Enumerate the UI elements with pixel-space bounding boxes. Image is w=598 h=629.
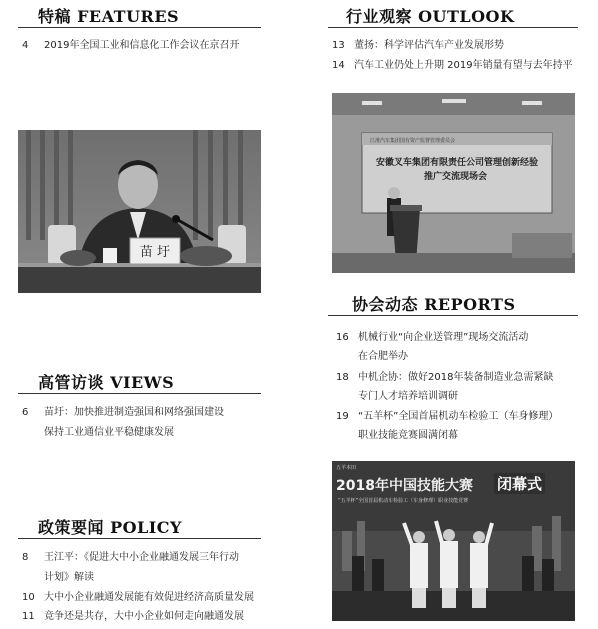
article-title-line1: 苗圩：加快推进制造强国和网络强国建设 <box>44 407 224 418</box>
article-title-line1: “五羊杯”全国首届机动车检验工（车身修理） <box>358 411 559 422</box>
article-title-line1: 王江平：《促进大中小企业融通发展三年行动 <box>44 552 239 563</box>
article-title: 董扬：科学评估汽车产业发展形势 <box>354 40 504 51</box>
article-title-line2: 计划》解读 <box>44 572 94 583</box>
banner-title-line2: 推广交流现场会 <box>424 172 488 182</box>
views-item-6[interactable] <box>22 403 224 423</box>
meeting-photo-drawing <box>332 93 575 273</box>
policy-item-10[interactable] <box>22 588 254 608</box>
article-title-line1: 机械行业“向企业送管理”现场交流活动 <box>358 332 529 343</box>
photo-skills-competition <box>332 461 575 621</box>
page-number: 18 <box>336 372 349 383</box>
name-card-text: 苗 圩 <box>139 245 171 260</box>
article-title-line2: 在合肥举办 <box>358 351 408 362</box>
banner-title-line1: 安徽叉车集团有限责任公司管理创新经验 <box>376 158 539 168</box>
views-title: 高管访谈 VIEWS <box>38 373 175 392</box>
page-number: 13 <box>332 40 345 51</box>
outlook-item-13[interactable] <box>332 36 504 56</box>
policy-item-8[interactable] <box>22 548 239 568</box>
article-title: 竞争还是共存，大中小企业如何走向融通发展 <box>44 611 244 622</box>
article-title-line2: 职业技能竞赛圆满闭幕 <box>358 430 458 441</box>
article-title: 大中小企业融通发展能有效促进经济高质量发展 <box>44 592 254 603</box>
outlook-title: 行业观察 OUTLOOK <box>346 7 515 26</box>
article-title-line2: 专门人才培养培训调研 <box>358 391 458 402</box>
policy-item-11[interactable] <box>22 607 244 627</box>
page-number: 14 <box>332 60 345 71</box>
page-number: 19 <box>336 411 349 422</box>
features-title: 特稿 FEATURES <box>38 7 180 26</box>
outlook-item-14[interactable] <box>332 56 573 76</box>
reports-title: 协会动态 REPORTS <box>352 295 516 314</box>
photo-miao-wei-speech <box>18 130 261 293</box>
page-number: 4 <box>22 40 29 51</box>
page-number: 8 <box>22 552 29 563</box>
sponsor-logo: 五羊本田 <box>336 465 357 471</box>
closing-ceremony-label: 闭幕式 <box>494 473 545 494</box>
banner-small-text: 江淮汽车集团国有资产监督管理委员会 <box>370 138 456 144</box>
event-title: 2018年中国技能大赛 <box>336 478 473 494</box>
reports-item-16[interactable] <box>336 328 528 348</box>
policy-rule <box>18 538 261 539</box>
features-item-4[interactable] <box>22 36 239 56</box>
speech-photo-drawing <box>18 130 261 293</box>
article-title-line1: 中机企协：做好2018年装备制造业急需紧缺 <box>358 372 554 383</box>
photo-forklift-meeting <box>332 93 575 273</box>
policy-title: 政策要闻 POLICY <box>38 518 182 537</box>
article-title: 2019年全国工业和信息化工作会议在京召开 <box>44 40 240 51</box>
features-rule <box>18 27 261 28</box>
page-number: 16 <box>336 332 349 343</box>
event-subtitle: “五羊杯”全国首届机动车检验工（车身修理）职业技能竞赛 <box>338 498 469 504</box>
reports-rule <box>328 315 578 316</box>
page-number: 6 <box>22 407 29 418</box>
article-title-line2: 保持工业通信业平稳健康发展 <box>44 427 174 438</box>
article-title: 汽车工业仍处上升期 2019年销量有望与去年持平 <box>354 60 573 71</box>
reports-item-19[interactable] <box>336 407 558 427</box>
outlook-rule <box>328 27 578 28</box>
page-number: 11 <box>22 611 35 622</box>
page-number: 10 <box>22 592 35 603</box>
views-rule <box>18 393 261 394</box>
reports-item-18[interactable] <box>336 368 553 388</box>
